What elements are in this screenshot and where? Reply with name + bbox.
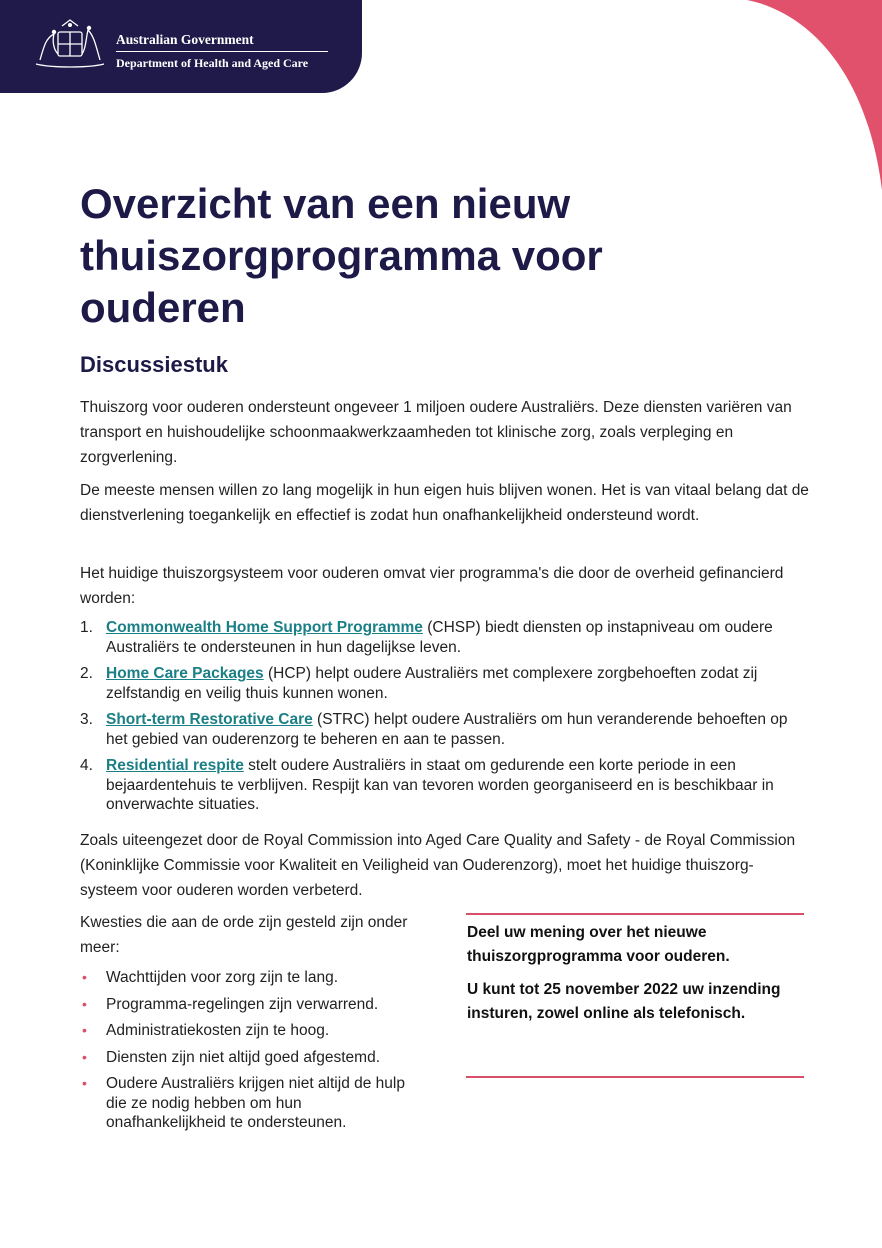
residential-respite-link[interactable]: Residential respite <box>106 757 244 774</box>
list-item <box>80 1048 425 1068</box>
issues-list <box>80 968 425 1140</box>
callout-box <box>466 913 804 1078</box>
coat-of-arms-icon <box>32 16 108 72</box>
strc-link[interactable]: Short-term Restorative Care <box>106 711 313 728</box>
hcp-link[interactable]: Home Care Packages <box>106 665 264 682</box>
callout-heading: Deel uw mening over het nieuwe thuiszorgprogramma voor ouderen. <box>467 924 730 965</box>
page-subtitle: Discussiestuk <box>80 352 228 377</box>
program-description: (HCP) helpt oudere Australiërs met complexere zorgbehoeften zodat zij zelfstandig en veilig thuis kunnen wonen. <box>106 665 758 702</box>
government-wordmark <box>116 32 328 71</box>
royal-commission-paragraph: Zoals uiteengezet door de Royal Commission into Aged Care Quality and Safety - de Royal Commission (Koninklijke Commissie voor Kwaliteit en Veiligheid van Ouderenzorg), moet het huidige thuiszorg-systeem voor ouderen worden verbeterd. <box>80 832 796 899</box>
list-number: 1. <box>80 619 93 636</box>
list-number: 2. <box>80 665 93 682</box>
page-title: Overzicht van een nieuw thuiszorgprogramma voor ouderen <box>80 180 603 331</box>
issue-text: Wachttijden voor zorg zijn te lang. <box>106 969 339 986</box>
program-description: (CHSP) biedt diensten op instapniveau om oudere Australiërs te ondersteunen in hun dagelijkse leven. <box>106 619 773 656</box>
program-description: (STRC) helpt oudere Australiërs om hun veranderende behoeften op het gebied van ouderenzorg te beheren en aan te passen. <box>106 711 788 748</box>
department-name: Department of Health and Aged Care <box>116 56 309 70</box>
intro-paragraph: Thuiszorg voor ouderen ondersteunt ongeveer 1 miljoen oudere Australiërs. Deze diensten variëren van transport en huishoudelijke schoonmaakwerkzaamheden tot klinische zorg, zoals verpleging en zorgverlening. <box>80 399 792 466</box>
issues-intro: Kwesties die aan de orde zijn gesteld zijn onder meer: <box>80 914 408 956</box>
list-item <box>80 1074 425 1133</box>
bullet-icon: • <box>82 1048 87 1065</box>
wordmark-divider <box>116 51 328 52</box>
corner-swoosh-decoration <box>642 0 882 190</box>
issue-text: Diensten zijn niet altijd goed afgestemd. <box>106 1048 380 1066</box>
independence-paragraph: De meeste mensen willen zo lang mogelijk in hun eigen huis blijven wonen. Het is van vitaal belang dat de dienstverlening toegankelijk en effectief is zodat hun onafhankelijkheid ondersteund wordt. <box>80 482 809 524</box>
list-number: 4. <box>80 757 93 774</box>
issue-text: Administratiekosten zijn te hoog. <box>106 1022 330 1039</box>
bullet-icon: • <box>82 969 87 985</box>
bullet-icon: • <box>82 1075 87 1091</box>
program-item <box>80 664 810 703</box>
bullet-icon: • <box>82 995 87 1012</box>
program-item <box>80 618 810 657</box>
government-header <box>0 0 362 93</box>
list-number: 3. <box>80 711 93 728</box>
issue-text: Oudere Australiërs krijgen niet altijd de hulp die ze nodig hebben om hun onafhankelijkheid te ondersteunen. <box>106 1075 405 1131</box>
programs-intro-paragraph: Het huidige thuiszorgsysteem voor ouderen omvat vier programma's die door de overheid gefinancierd worden: <box>80 565 784 607</box>
government-name: Australian Government <box>116 32 254 47</box>
bullet-icon: • <box>82 1022 87 1038</box>
chsp-link[interactable]: Commonwealth Home Support Programme <box>106 619 423 636</box>
programs-list <box>80 618 810 822</box>
list-item <box>80 995 425 1015</box>
list-item <box>80 968 425 988</box>
program-item <box>80 710 810 749</box>
list-item <box>80 1021 425 1041</box>
program-item <box>80 756 810 815</box>
program-description: stelt oudere Australiërs in staat om gedurende een korte periode in een bejaardentehuis te verblijven. Respijt kan van tevoren worden georganiseerd en is beschikbaar in onverwachte situaties. <box>106 757 774 813</box>
issue-text: Programma-regelingen zijn verwarrend. <box>106 995 379 1013</box>
callout-deadline: U kunt tot 25 november 2022 uw inzending insturen, zowel online als telefonisch. <box>467 981 781 1022</box>
